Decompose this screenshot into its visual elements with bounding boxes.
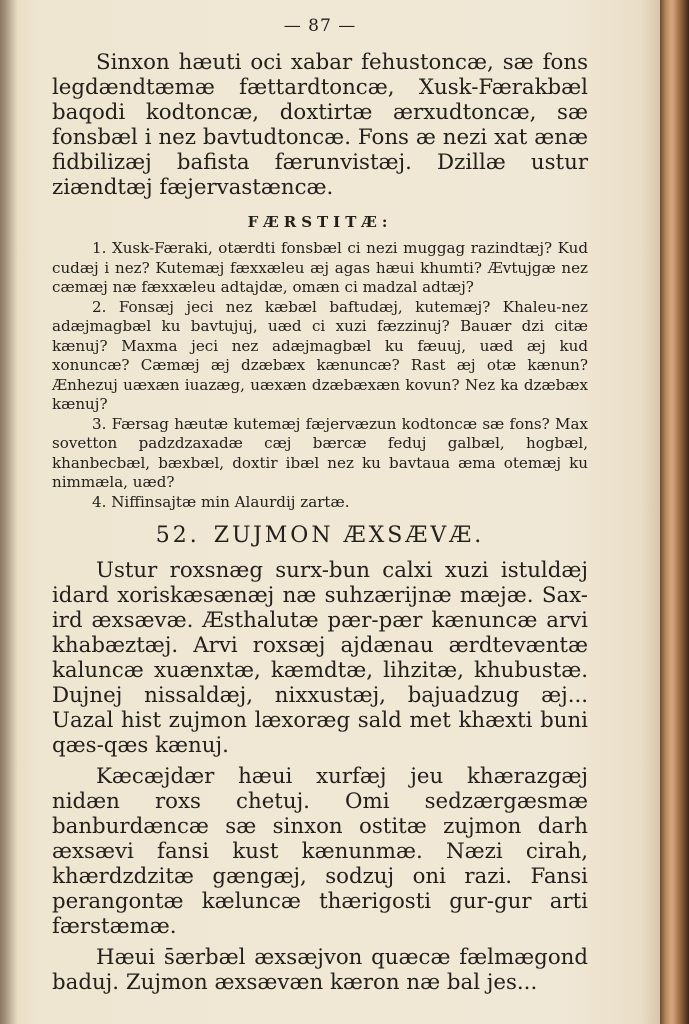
question-item: 2. Fonsæj jeci nez kæbæl baftudæj, kutemæj? Khaleu-nez adæjmagbæl ku bavtujuj, uæd ci xuzi fæzzinuj? Bauær dzi citæ kænuj? Maxma jeci nez adæjmagbæl ku fæuuj, uæd æj kud xonuncæ? Cæmæj æj dzæbæx kænuncæ? Rast æj otæ kænun? Ænhezuj uæxæn iuazæg, uæxæn dzæbæxæn kovun? Nez ka dzæbæx kænuj? xyxy=(52,297,588,413)
chapter-paragraph: Ustur roxsnæg surx-bun calxi xuzi istuldæj idard xoriskæsænæj næ suhzærijnæ mæjæ. Sax-ird æxsævæ. Æsthalutæ pær-pær kænuncæ arvi khabæztæj. Arvi roxsæj ajdænau ærdtevæntæ kaluncæ xuænxtæ, kæmdtæ, lihzitæ, khubustæ. Dujnej nissaldæj, nixxustæj, bajuadzug æj... Uazal hist zujmon læxoræg sald met khæxti buni qæs-qæs kænuj. xyxy=(52,558,588,758)
chapter-paragraph: Hæui s̄ærbæl æxsæjvon quæcæ fælmægond baduj. Zujmon æxsævæn kæron næ bal jes... xyxy=(52,945,588,995)
chapter-number: 52. xyxy=(155,523,200,548)
spine-shadow xyxy=(0,0,18,1024)
chapter-paragraph: Kæcæjdær hæui xurfæj jeu khærazgæj nidæn roxs chetuj. Omi sedzærgæsmæ banburdæncæ sæ sinxon ostitæ zujmon darh æxsævi fansi kust kænunmæ. Næzi cirah, khærdzdzitæ gængæj, sodzuj oni razi. Fansi perangontæ kæluncæ thærigosti gur-gur arti færstæmæ. xyxy=(52,764,588,939)
book-edge xyxy=(660,0,689,1024)
page-number: — 87 — xyxy=(283,16,357,36)
chapter-title xyxy=(52,523,588,548)
questions-list xyxy=(52,239,588,512)
page-content xyxy=(52,10,588,995)
question-item: 1. Xusk-Færaki, otærdti fonsbæl ci nezi muggag razindtæj? Kud cudæj i nez? Kutemæj fæxxæleu æj agas hæui khumti? Ævtujgæ nez cæmæj næ fæxxæleu adtajdæ, omæn ci madzal adtæj? xyxy=(52,239,588,296)
chapter-name: ZUJMON ÆXSÆVÆ. xyxy=(213,523,485,548)
intro-paragraph: Sinxon hæuti oci xabar fehustoncæ, sæ fons legdændtæmæ fættardtoncæ, Xusk-Færakbæl baqodi kodtoncæ, doxtirtæ ærxudtoncæ, sæ fonsbæl i nez bavtudtoncæ. Fons æ nezi xat ænæ fidbilizæj bafista færunvistæj. Dzillæ ustur ziændtæj fæjervastæncæ. xyxy=(52,50,588,200)
questions-heading: FÆRSTITÆ: xyxy=(247,213,393,231)
question-item: 3. Færsag hæutæ kutemæj fæjervæzun kodtoncæ sæ fons? Max sovetton padzdzaxadæ cæj bærcæ feduj galbæl, hogbæl, khanbecbæl, bæxbæl, doxtir ibæl nez ku bavtaua æma otemæj ku nimmæla, uæd? xyxy=(52,414,588,491)
question-item: 4. Niffinsajtæ min Alaurdij zartæ. xyxy=(92,492,350,511)
